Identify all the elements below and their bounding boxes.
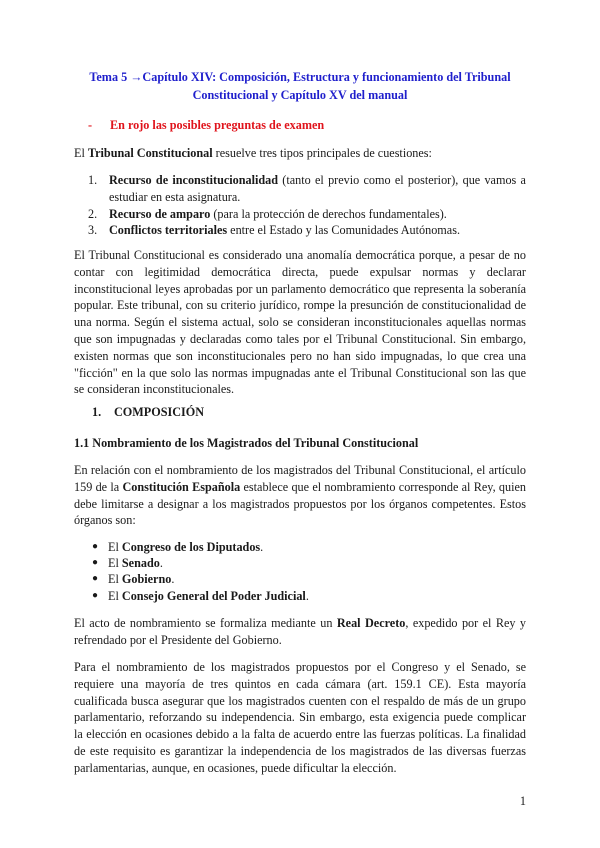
list-item-rest: (para la protección de derechos fundamentales). [210,206,447,221]
organ-pre: El [108,588,122,603]
nomb-bold: Constitución Española [122,479,241,494]
list-item-bold: Recurso de amparo [109,206,211,221]
bullet-icon: ● [92,541,99,552]
list-item-bold: Conflictos territoriales [109,223,228,238]
intro-paragraph [74,145,526,162]
subsection-heading: 1.1 Nombramiento de los Magistrados del Tribunal Constitucional [74,436,419,450]
intro-bold: Tribunal Constitucional [87,146,213,160]
list-number: 1. [88,173,98,187]
list-number: 3. [88,223,98,238]
organ-pre: El [108,556,122,571]
organ-pre: El [108,572,122,587]
section-title: COMPOSICIÓN [114,405,205,419]
nomb-post: establece que el nombramiento corresponde al Rey, quien debe limitarse a designar a los magistrados propuestos por los órganos competentes. Estos órganos son: [74,479,526,528]
page-number: 1 [519,794,526,808]
organ-post: . [305,588,309,603]
list-item-rest: (tanto el previo como el posterior), que vamos a estudiar en esta asignatura. [109,173,526,204]
bullet-icon: ● [92,557,99,569]
decreto-post: , expedido por el Rey y refrendado por el Presidente del Gobierno. [74,616,526,647]
bullet-icon: ● [92,589,99,601]
organ-post: . [159,556,163,571]
list-item-bold: Recurso de inconstitucionalidad [109,173,279,187]
organs-list [92,539,512,604]
decreto-paragraph [74,615,526,649]
intro-pre: El [74,146,88,160]
organ-name: Consejo General del Poder Judicial [121,588,306,603]
list-item-rest: entre el Estado y las Comunidades Autónomas. [227,223,460,238]
anomaly-paragraph: El Tribunal Constitucional es considerado una anomalía democrática porque, a pesar de no contar con legitimidad democrática directa, puede expulsar normas y declarar inconstitucional leyes aprobadas por un parlamento democrático que representa la soberanía popular. Este tribunal, con su criterio jurídico, rompe la presunción de constitucionalidad de una norma. Según el sistema actual, solo se consideran inconstitucionales aquellas normas que son impugnadas y declaradas como tales por el Tribunal Constitucional. Sin embargo, existen normas que son inconstitucionales pero no han sido impugnadas, lo que crea una "ficción" en la que solo las normas impugnadas ante el Tribunal Constitucional son las que se consideran inconstitucionales. [74,248,526,397]
exam-note-text: En rojo las posibles preguntas de examen [110,118,325,132]
organ-pre: El [108,540,122,554]
organ-name: Senado [121,556,160,571]
bullet-icon: ● [92,573,99,585]
list-item [92,588,512,604]
organ-post: . [171,572,175,587]
section-number: 1. [92,405,102,419]
title-line-2: Constitucional y Capítulo XV del manual [192,87,408,102]
exam-note-dash: - [88,118,93,132]
document-title [72,69,528,104]
title-line-1: Tema 5 →Capítulo XIV: Composición, Estructura y funcionamiento del Tribunal [89,70,511,84]
intro-post: resuelve tres tipos principales de cuestiones: [212,146,432,160]
organ-post: . [260,540,264,554]
organ-name: Gobierno [121,572,172,587]
list-item [88,172,526,206]
decreto-pre: El acto de nombramiento se formaliza mediante un [74,616,337,630]
issues-list [88,172,526,239]
mayoria-paragraph: Para el nombramiento de los magistrados propuestos por el Congreso y el Senado, se requiere una mayoría de tres quintos en cada cámara (art. 159.1 CE). Esta mayoría cualificada busca asegurar que los magistrados cuenten con el respaldo de más de un grupo parlamentario, reforzando su independencia. Sin embargo, esta exigencia puede complicar la elección en ocasiones debido a la falta de acuerdo entre las fuerzas políticas. La finalidad de este requisito es garantizar la independencia de los magistrados de las diversas fuerzas parlamentarias, aunque, en ocasiones, puede dificultar la elección. [74,660,526,775]
list-item [92,571,512,587]
list-item [92,555,512,571]
list-item [88,206,526,223]
organ-name: Congreso de los Diputados [121,540,261,554]
list-number: 2. [88,206,98,221]
nomb-pre: En relación con el nombramiento de los magistrados del Tribunal Constitucional, el artículo 159 de la [74,463,526,494]
nombramiento-paragraph [74,462,526,529]
decreto-bold: Real Decreto [336,616,406,630]
list-item [92,539,512,555]
list-item [88,222,526,239]
